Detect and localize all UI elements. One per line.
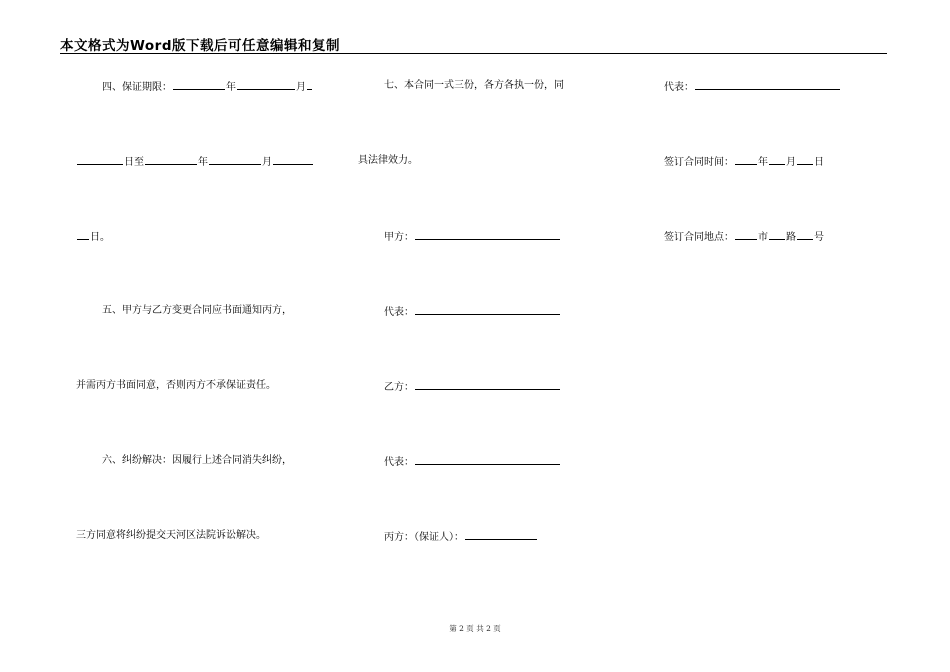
day-end-label: 日。 <box>90 232 110 243</box>
road-label: 路 <box>786 232 796 243</box>
party-c-rep-line <box>664 79 841 95</box>
city-field[interactable] <box>735 229 757 240</box>
year-label: 年 <box>758 157 768 168</box>
clause-7-line-1: 七、本合同一式三份，各方各执一份，同 <box>384 80 564 91</box>
party-a-rep-line <box>384 304 561 320</box>
representative-label: 代表： <box>384 457 414 468</box>
clause-7-line-2: 具法律效力。 <box>358 155 418 166</box>
blank-field[interactable] <box>209 154 261 165</box>
party-b-field[interactable] <box>415 379 560 390</box>
sign-date-label: 签订合同时间： <box>664 157 734 168</box>
sign-place-line <box>664 229 824 245</box>
year-label: 年 <box>226 82 236 93</box>
party-c-field[interactable] <box>465 529 537 540</box>
party-b-rep-line <box>384 454 561 470</box>
day-to-label: 日至 <box>124 157 144 168</box>
month-label: 月 <box>786 157 796 168</box>
guarantee-period-line-2 <box>76 154 314 170</box>
sign-date-line <box>664 154 824 170</box>
city-label: 市 <box>758 232 768 243</box>
party-a-label: 甲方： <box>384 232 414 243</box>
page-number: 第 2 页 共 2 页 <box>449 624 501 633</box>
party-c-rep-field[interactable] <box>695 79 840 90</box>
month-label: 月 <box>262 157 272 168</box>
blank-field[interactable] <box>237 79 295 90</box>
blank-field[interactable] <box>77 229 89 240</box>
year-field[interactable] <box>735 154 757 165</box>
representative-label: 代表： <box>384 307 414 318</box>
blank-field[interactable] <box>273 154 313 165</box>
party-b-rep-field[interactable] <box>415 454 560 465</box>
guarantee-period-label: 四、保证期限： <box>102 82 172 93</box>
year-label: 年 <box>198 157 208 168</box>
month-label: 月 <box>296 82 306 93</box>
party-b-line <box>384 379 561 395</box>
clause-6-line-2: 三方同意将纠纷提交天河区法院诉讼解决。 <box>76 530 266 541</box>
day-field[interactable] <box>797 154 813 165</box>
month-field[interactable] <box>769 154 785 165</box>
header-divider <box>60 53 887 54</box>
document-header-title: 本文格式为Word版下载后可任意编辑和复制 <box>60 38 341 54</box>
guarantee-period-line-3 <box>76 229 110 245</box>
party-a-field[interactable] <box>415 229 560 240</box>
guarantee-period-line <box>102 79 313 95</box>
clause-5-line-2: 并需丙方书面同意，否则丙方不承保证责任。 <box>76 380 276 391</box>
party-a-rep-field[interactable] <box>415 304 560 315</box>
blank-field[interactable] <box>307 79 312 90</box>
representative-label: 代表： <box>664 82 694 93</box>
day-label: 日 <box>814 157 824 168</box>
blank-field[interactable] <box>145 154 197 165</box>
party-c-label: 丙方：（保证人）： <box>384 532 464 543</box>
blank-field[interactable] <box>173 79 225 90</box>
party-a-line <box>384 229 561 245</box>
number-field[interactable] <box>797 229 813 240</box>
blank-field[interactable] <box>77 154 123 165</box>
clause-6-line-1: 六、纠纷解决：因履行上述合同消失纠纷， <box>102 455 292 466</box>
party-c-line <box>384 529 538 545</box>
sign-place-label: 签订合同地点： <box>664 232 734 243</box>
clause-5-line-1: 五、甲方与乙方变更合同应书面通知丙方， <box>102 305 292 316</box>
party-b-label: 乙方： <box>384 382 414 393</box>
road-field[interactable] <box>769 229 785 240</box>
number-label: 号 <box>814 232 824 243</box>
